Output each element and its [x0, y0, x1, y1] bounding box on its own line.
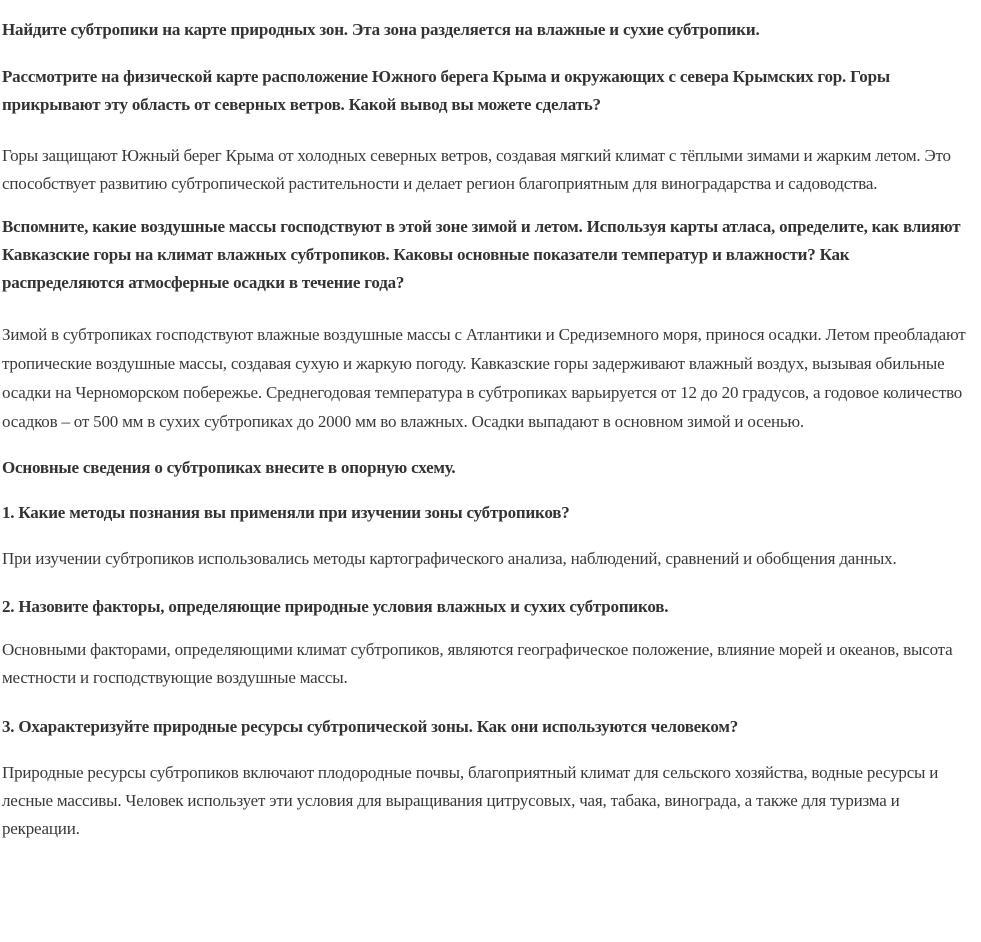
question-1-methods: 1. Какие методы познания вы применяли при изучении зоны субтропиков? — [2, 503, 570, 522]
question-subtropics-map: Найдите субтропики на карте природных зон. Эта зона разделяется на влажные и сухие субтропики. — [2, 20, 760, 39]
question-3-resources: 3. Охарактеризуйте природные ресурсы субтропической зоны. Как они используются человеком? — [2, 717, 739, 736]
answer-3-resources: Природные ресурсы субтропиков включают плодородные почвы, благоприятный климат для сельского хозяйства, водные ресурсы и лесные массивы. Человек использует эти условия для выращивания цитрусовых, чая, табака, винограда, а также для туризма и рекреации. — [2, 763, 939, 838]
instruction-scheme: Основные сведения о субтропиках внесите в опорную схему. — [2, 458, 456, 477]
question-crimea-mountains: Рассмотрите на физической карте расположение Южного берега Крыма и окружающих с севера Крымских гор. Горы прикрывают эту область от северных ветров. Какой вывод вы можете сделать? — [2, 67, 890, 114]
answer-2-factors: Основными факторами, определяющими климат субтропиков, являются географическое положение, влияние морей и океанов, высота местности и господствующие воздушные массы. — [2, 640, 953, 687]
answer-1-methods: При изучении субтропиков использовались методы картографического анализа, наблюдений, сравнений и обобщения данных. — [2, 549, 897, 568]
answer-crimea-mountains: Горы защищают Южный берег Крыма от холодных северных ветров, создавая мягкий климат с тёплыми зимами и жарким летом. Это способствует развитию субтропической растительности и делает регион благоприятным для виноградарства и садоводства. — [2, 146, 951, 193]
question-2-factors: 2. Назовите факторы, определяющие природные условия влажных и сухих субтропиков. — [2, 597, 669, 616]
answer-air-masses: Зимой в субтропиках господствуют влажные воздушные массы с Атлантики и Средиземного моря, принося осадки. Летом преобладают тропические воздушные массы, создавая сухую и жаркую погоду. Кавказские горы задерживают влажный воздух, вызывая обильные осадки на Черноморском побережье. Среднегодовая температура в субтропиках варьируется от 12 до 20 градусов, а годовое количество осадков – от 500 мм в сухих субтропиках до 2000 мм во влажных. Осадки выпадают в основном зимой и осенью. — [2, 325, 966, 431]
question-air-masses: Вспомните, какие воздушные массы господствуют в этой зоне зимой и летом. Используя карты атласа, определите, как влияют Кавказские горы на климат влажных субтропиков. Каковы основные показатели температур и влажности? Как распределяются атмосферные осадки в течение года? — [2, 217, 961, 292]
